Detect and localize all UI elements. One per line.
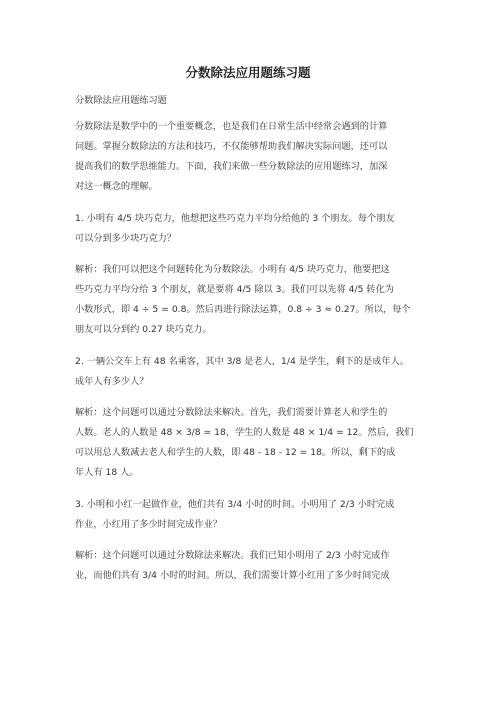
subtitle: 分数除法应用题练习题	[75, 95, 167, 106]
question-line: 2. 一辆公交车上有 48 名乘客，其中 3/8 是老人，1/4 是学生，剩下的是成年人。	[75, 356, 409, 367]
answer-line: 些巧克力平均分给 3 个朋友，就是要将 4/5 除以 3。我们可以先将 4/5 转化为	[75, 284, 394, 295]
question-line: 成年人有多少人？	[75, 376, 149, 387]
page-title: 分数除法应用题练习题	[185, 65, 311, 80]
answer-line: 人数。老人的人数是 48 × 3/8 = 18，学生的人数是 48 × 1/4 = 12。然后，我们	[75, 427, 414, 438]
paragraph-line: 问题。掌握分数除法的方法和技巧，不仅能够帮助我们解决实际问题，还可以	[75, 141, 388, 152]
question-line: 3. 小明和小红一起做作业，他们共有 3/4 小时的时间。小明用了 2/3 小时完成	[75, 499, 395, 510]
question-line: 作业，小红用了多少时间完成作业？	[75, 519, 222, 530]
answer-line: 可以用总人数减去老人和学生的人数，即 48 - 18 - 12 = 18。所以，剩下的成	[75, 447, 396, 458]
question-line: 1. 小明有 4/5 块巧克力，他想把这些巧克力平均分给他的 3 个朋友。每个朋友	[75, 213, 395, 224]
answer-line: 解析：这个问题可以通过分数除法来解决。我们已知小明用了 2/3 小时完成作	[75, 550, 390, 561]
answer-line: 朋友可以分到约 0.27 块巧克力。	[75, 324, 212, 335]
paragraph-line: 分数除法是数学中的一个重要概念，也是我们在日常生活中经常会遇到的计算	[75, 121, 388, 132]
question-line: 可以分到多少块巧克力？	[75, 233, 177, 244]
answer-line: 小数形式，即 4 ÷ 5 = 0.8。然后再进行除法运算，0.8 ÷ 3 ≈ 0.27。所以，每个	[75, 304, 411, 315]
answer-line: 解析：我们可以把这个问题转化为分数除法。小明有 4/5 块巧克力，他要把这	[75, 264, 390, 275]
answer-line: 解析：这个问题可以通过分数除法来解决。首先，我们需要计算老人和学生的	[75, 407, 388, 418]
answer-line: 年人有 18 人。	[75, 467, 139, 478]
answer-line: 业，而他们共有 3/4 小时的时间。所以，我们需要计算小红用了多少时间完成	[75, 570, 390, 581]
paragraph-line: 提高我们的数学思维能力。下面，我们来做一些分数除法的应用题练习，加深	[75, 161, 388, 172]
paragraph-line: 对这一概念的理解。	[75, 181, 158, 192]
